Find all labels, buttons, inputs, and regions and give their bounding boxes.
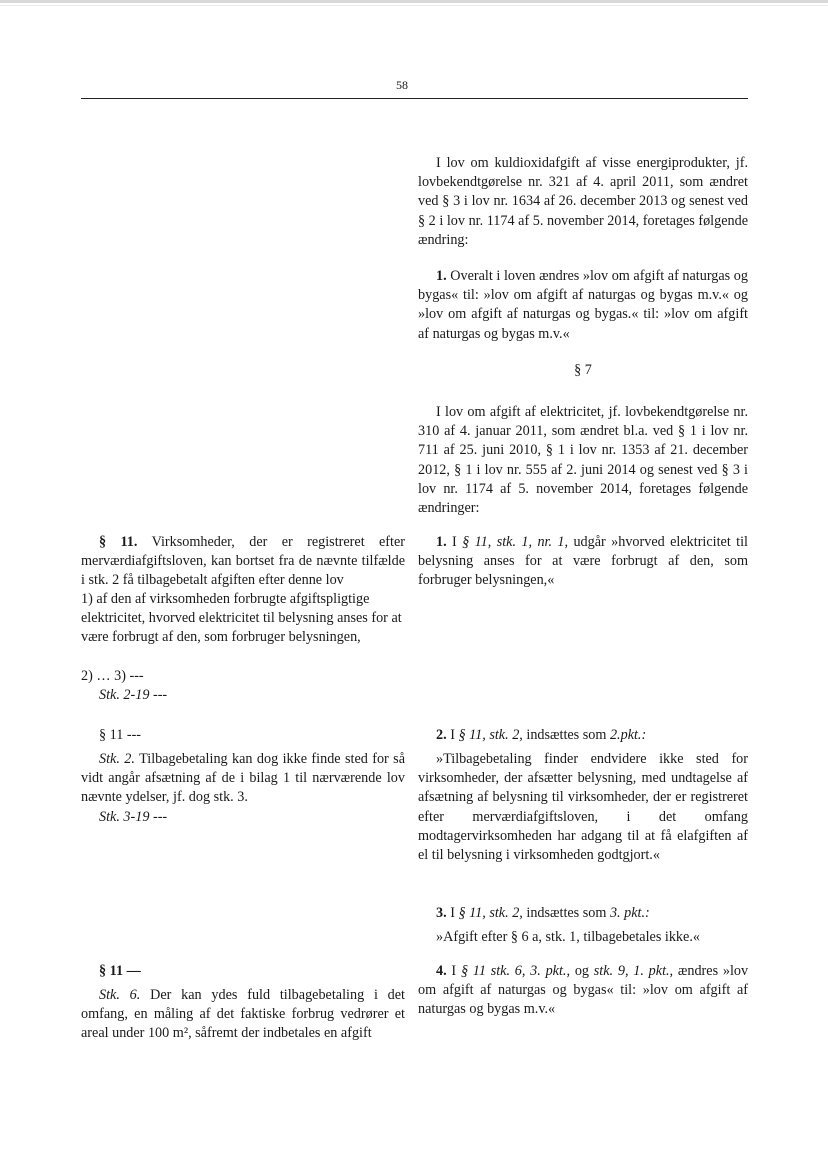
section-heading: § 11 — xyxy=(99,963,141,979)
amendment-e3-quote: »Afgift efter § 6 a, stk. 1, tilbagebetales ikke.« xyxy=(436,929,700,945)
conjunction: og xyxy=(574,963,589,979)
section-7-heading: § 7 xyxy=(574,362,592,378)
amendment-prefix: I xyxy=(452,534,457,550)
amendment-number: 4. xyxy=(436,963,447,979)
section-11c-heading xyxy=(81,962,423,981)
section-11b-stk2 xyxy=(81,750,405,808)
amendment-prefix: I xyxy=(451,963,457,979)
law-reference: stk. 9, 1. pkt., xyxy=(593,963,674,979)
amendment-number: 3. xyxy=(436,905,447,921)
amendment-e3 xyxy=(418,904,748,923)
scan-edge xyxy=(0,0,828,3)
law-reference: § 11, stk. 2, xyxy=(458,727,523,743)
intro-kuldioxid: I lov om kuldioxidafgift af visse energiprodukter, jf. lovbekendtgørelse nr. 321 af 4. april 2011, som ændret ved § 3 i lov nr. 1634 af 26. december 2013 og senest ved § 2 i lov nr. 1174 af 5. november 2014, foretages følgende ændring: xyxy=(418,155,748,248)
intro-elektricitet: I lov om afgift af elektricitet, jf. lovbekendtgørelse nr. 310 af 4. januar 2011, som ændret bl.a. ved § 1 i lov nr. 711 af 25. juni 2010, § 1 i lov nr. 1353 af 21. december 2012, § 1 i lov nr. 555 af 2. juni 2014 og senest ved § 3 i lov nr. 1174 af 5. november 2014, foretages følgende ændringer: xyxy=(418,404,748,517)
amendment-prefix: I xyxy=(450,727,455,743)
stk-text: Der kan ydes fuld tilbagebetaling i det omfang, en måling af det faktiske forbrug vedrører et areal under 100 m², såfremt der indbetales en afgift xyxy=(81,987,406,1042)
law-reference: § 11, stk. 2, xyxy=(458,905,523,921)
section-text: Virksomheder, der er registreret efter merværdiafgiftsloven, kan bortset fra de nævnte tilfælde i stk. 2 få tilbagebetalt afgiften efter denne lov xyxy=(81,534,405,589)
section-11b-heading: § 11 --- xyxy=(99,727,142,743)
scan-edge-line xyxy=(0,5,828,6)
amendment-text: indsættes som xyxy=(526,727,607,743)
amendment-text: Overalt i loven ændres »lov om afgift af naturgas og bygas« til: »lov om afgift af naturgas og bygas m.v.« og »lov om afgift af naturgas og bygas.« til: »lov om afgift af naturgas og bygas m.v.« xyxy=(418,268,748,342)
amendment-text: indsættes som xyxy=(526,905,607,921)
pkt-reference: 2.pkt.: xyxy=(609,727,647,743)
amendment-text: udgår »hvorved elektricitet til belysning anses for at være forbrugt af den, som forbruger belysningen,« xyxy=(418,534,748,589)
page-number: 58 xyxy=(396,78,408,92)
amendment-prefix: I xyxy=(450,905,455,921)
section-11-stk-rest xyxy=(81,686,423,705)
stk-reference: Stk. 3-19 --- xyxy=(99,809,168,825)
amendment-e1 xyxy=(418,533,748,591)
amendment-e2 xyxy=(418,726,748,745)
section-11-original xyxy=(81,533,405,591)
section-11-item-1: 1) af den af virksomheden forbrugte afgiftspligtige elektricitet, hvorved elektricitet til belysning anses for at være forbrugt af den, som forbruger belysningen, xyxy=(81,591,402,646)
law-reference: § 11 stk. 6, 3. pkt., xyxy=(460,963,571,979)
law-reference: § 11, stk. 1, nr. 1, xyxy=(462,534,569,550)
section-11-items-2-3: 2) … 3) --- xyxy=(81,668,144,684)
stk-reference: Stk. 2-19 --- xyxy=(99,687,168,703)
amendment-1-kuldioxid xyxy=(418,267,748,344)
pkt-reference: 3. pkt.: xyxy=(609,905,650,921)
amendment-e4 xyxy=(418,962,748,1020)
amendment-number: 2. xyxy=(436,727,447,743)
amendment-text: ændres »lov om afgift af naturgas og bygas« til: »lov om afgift af naturgas og bygas m.v.« xyxy=(418,963,749,1018)
stk-label: Stk. 2. xyxy=(99,751,135,767)
amendment-number: 1. xyxy=(436,534,447,550)
stk-text: Tilbagebetaling kan dog ikke finde sted for så vidt angår afsætning af de i bilag 1 til nærværende lov nævnte ydelser, jf. dog stk. 3. xyxy=(81,751,406,806)
section-11c-stk6 xyxy=(81,986,405,1044)
header-rule xyxy=(81,98,748,99)
amendment-number: 1. xyxy=(436,268,447,284)
amendment-e2-quote: »Tilbagebetaling finder endvidere ikke sted for virksomheder, der afsætter belysning, med undtagelse af afsætning af belysning til virksomheder, der er registreret efter merværdiafgiftsloven, i det omfang modtagervirksomheden har adgang til at få elafgiften af el til belysning i virksomheden godtgjort.« xyxy=(418,751,748,864)
stk-label: Stk. 6. xyxy=(99,987,141,1003)
section-heading: § 11. xyxy=(99,534,138,550)
section-11b-stk-rest xyxy=(81,808,423,827)
